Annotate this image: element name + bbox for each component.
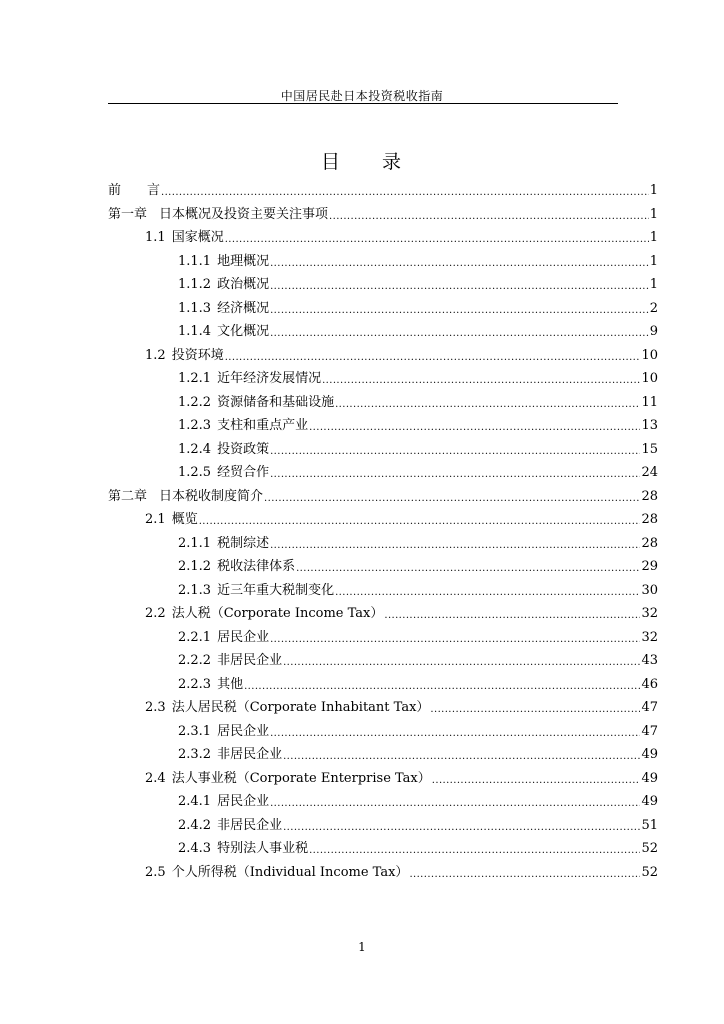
toc-entry-number: 2.3 — [145, 700, 166, 715]
toc-entry[interactable] — [178, 627, 658, 647]
toc-entry-page: 52 — [641, 841, 658, 856]
toc-dot-leader — [432, 770, 641, 788]
toc-entry-number: 1.1.2 — [178, 277, 212, 292]
toc-entry-number: 1.2 — [145, 347, 166, 363]
toc-entry-title: 税制综述 — [217, 535, 270, 551]
toc-entry[interactable] — [178, 415, 658, 435]
toc-entry-page: 49 — [641, 794, 658, 809]
toc-entry-page: 10 — [641, 347, 658, 363]
toc-entry-page: 15 — [641, 441, 658, 457]
toc-entry-title: 近三年重大税制变化 — [217, 582, 335, 598]
toc-entry-title: 特别法人事业税 — [217, 841, 309, 856]
toc-entry-number: 2.3.1 — [178, 723, 212, 739]
toc-entry[interactable] — [178, 392, 658, 412]
toc-entry-page: 1 — [649, 253, 658, 269]
toc-entry-title: 居民企业 — [217, 794, 270, 809]
toc-dot-leader — [283, 817, 640, 835]
toc-entry-page: 10 — [641, 371, 658, 386]
toc-entry[interactable] — [145, 509, 658, 529]
toc-entry[interactable] — [178, 580, 658, 600]
toc-entry-number: 1.1.1 — [178, 253, 212, 269]
toc-entry-number: 2.3.2 — [178, 747, 212, 762]
toc-entry-page: 46 — [641, 676, 658, 692]
toc-entry-number: 2.4.3 — [178, 841, 212, 856]
toc-entry-page: 52 — [641, 864, 658, 880]
toc-entry-title: 近年经济发展情况 — [217, 371, 322, 386]
running-header: 中国居民赴日本投资税收指南 — [280, 89, 444, 103]
toc-dot-leader — [199, 511, 641, 529]
toc-entry-title: 其他 — [217, 676, 244, 692]
toc-entry-title: 经贸合作 — [217, 465, 270, 480]
toc-entry[interactable] — [108, 204, 658, 224]
toc-entry-number: 2.2.3 — [178, 676, 212, 692]
toc-entry-title: 投资政策 — [217, 441, 270, 457]
toc-entry-number: 2.4 — [145, 770, 166, 786]
toc-entry-page: 2 — [649, 300, 658, 316]
toc-entry-page: 28 — [641, 488, 658, 504]
toc-entry[interactable] — [178, 744, 658, 764]
toc-entry-number: 2.4.1 — [178, 794, 212, 809]
toc-entry[interactable] — [178, 462, 658, 482]
toc-entry[interactable] — [108, 180, 658, 200]
toc-entry-number: 2.1.3 — [178, 582, 212, 598]
toc-entry-page: 11 — [641, 394, 658, 410]
toc-dot-leader — [283, 746, 640, 764]
toc-dot-leader — [283, 652, 640, 670]
toc-entry-title: 概览 — [171, 512, 198, 527]
toc-entry-number: 2.1 — [145, 512, 166, 527]
toc-entry-page: 49 — [641, 747, 658, 762]
toc-entry-title: 支柱和重点产业 — [217, 418, 309, 433]
toc-entry-number: 第二章 — [108, 488, 148, 504]
toc-dot-leader — [309, 417, 640, 435]
toc-entry[interactable] — [178, 838, 658, 858]
toc-dot-leader — [270, 323, 649, 341]
toc-entry[interactable] — [178, 321, 658, 341]
toc-entry[interactable] — [178, 556, 658, 576]
toc-entry-title: 居民企业 — [217, 723, 270, 739]
toc-entry-title: 日本概况及投资主要关注事项 — [159, 206, 329, 222]
toc-entry-number: 1.2.5 — [178, 465, 212, 480]
toc-entry[interactable] — [178, 274, 658, 294]
toc-entry-page: 28 — [641, 535, 658, 551]
toc-entry[interactable] — [145, 345, 658, 365]
toc-entry-number: 前 言 — [108, 183, 161, 198]
toc-dot-leader — [270, 276, 649, 294]
page-number: 1 — [358, 940, 366, 954]
toc-entry-number: 1.1.3 — [178, 300, 212, 316]
toc-entry-number: 2.1.2 — [178, 559, 212, 574]
toc-entry[interactable] — [145, 603, 658, 623]
toc-dot-leader — [309, 840, 640, 858]
toc-entry-page: 1 — [649, 183, 658, 198]
toc-entry-number: 1.2.2 — [178, 394, 212, 410]
toc-entry-page: 43 — [641, 653, 658, 668]
toc-entry-number: 1.1.4 — [178, 324, 212, 339]
toc-entry[interactable] — [178, 791, 658, 811]
toc-entry-number: 2.1.1 — [178, 535, 212, 551]
toc-entry-page: 28 — [641, 512, 658, 527]
toc-entry-title: 非居民企业 — [217, 747, 283, 762]
toc-dot-leader — [225, 229, 649, 247]
toc-entry-page: 1 — [649, 206, 658, 222]
toc-entry[interactable] — [178, 251, 658, 271]
toc-dot-leader — [322, 370, 640, 388]
toc-entry-number: 2.4.2 — [178, 817, 212, 833]
toc-dot-leader — [270, 535, 640, 553]
toc-entry-title: 国家概况 — [171, 230, 224, 245]
toc-dot-leader — [329, 206, 649, 224]
toc-dot-leader — [409, 864, 640, 882]
toc-entry-page: 9 — [649, 324, 658, 339]
toc-entry-number: 2.5 — [145, 864, 166, 880]
toc-entry-number: 1.2.4 — [178, 441, 212, 457]
toc-entry-title: 非居民企业 — [217, 653, 283, 668]
toc-entry-title: 资源储备和基础设施 — [217, 394, 335, 410]
toc-entry-page: 29 — [641, 559, 658, 574]
toc-entry-title: 地理概况 — [217, 253, 270, 269]
toc-dot-leader — [430, 699, 640, 717]
toc-entry[interactable] — [178, 650, 658, 670]
toc-entry-page: 13 — [641, 418, 658, 433]
toc-dot-leader — [270, 464, 640, 482]
toc-entry-page: 51 — [641, 817, 658, 833]
toc-title: 目 录 — [320, 151, 404, 173]
toc-entry[interactable] — [145, 862, 658, 882]
toc-dot-leader — [270, 300, 649, 318]
toc-entry-number: 2.2.2 — [178, 653, 212, 668]
toc-dot-leader — [270, 723, 640, 741]
toc-entry[interactable] — [108, 486, 658, 506]
toc-entry-page: 47 — [641, 700, 658, 715]
toc-entry-title: 居民企业 — [217, 629, 270, 645]
toc-entry-title: 经济概况 — [217, 300, 270, 316]
toc-entry-number: 1.2.1 — [178, 371, 212, 386]
toc-entry-number: 1.1 — [145, 230, 166, 245]
toc-entry-page: 1 — [649, 277, 658, 292]
toc-entry[interactable] — [178, 368, 658, 388]
toc-entry-title: 法人税（Corporate Income Tax） — [171, 606, 384, 621]
header-rule — [108, 103, 618, 104]
toc-entry-number: 第一章 — [108, 206, 148, 222]
toc-entry[interactable] — [178, 721, 658, 741]
toc-dot-leader — [270, 253, 649, 271]
toc-dot-leader — [335, 582, 640, 600]
toc-entry-page: 47 — [641, 723, 658, 739]
toc-entry-title: 法人事业税（Corporate Enterprise Tax） — [171, 770, 431, 786]
toc-entry-title: 非居民企业 — [217, 817, 283, 833]
toc-entry-number: 2.2.1 — [178, 629, 212, 645]
toc-dot-leader — [161, 182, 649, 200]
toc-dot-leader — [384, 605, 640, 623]
toc-dot-leader — [270, 441, 640, 459]
toc-entry[interactable] — [145, 697, 658, 717]
toc-entry-page: 1 — [649, 230, 658, 245]
toc-dot-leader — [270, 629, 640, 647]
toc-entry-page: 49 — [641, 770, 658, 786]
toc-dot-leader — [335, 394, 640, 412]
toc-entry[interactable] — [145, 768, 658, 788]
toc-entry-number: 1.2.3 — [178, 418, 212, 433]
toc-entry-title: 投资环境 — [171, 347, 224, 363]
toc-dot-leader — [296, 558, 640, 576]
toc-entry-title: 税收法律体系 — [217, 559, 296, 574]
toc-entry-number: 2.2 — [145, 606, 166, 621]
toc-entry[interactable] — [178, 439, 658, 459]
toc-entry[interactable] — [178, 533, 658, 553]
toc-entry[interactable] — [178, 674, 658, 694]
toc-entry-page: 24 — [641, 465, 658, 480]
toc-dot-leader — [264, 488, 640, 506]
toc-dot-leader — [225, 347, 641, 365]
toc-entry-title: 日本税收制度简介 — [159, 488, 264, 504]
toc-entry-title: 个人所得税（Individual Income Tax） — [171, 864, 409, 880]
toc-dot-leader — [244, 676, 640, 694]
toc-entry[interactable] — [178, 298, 658, 318]
toc-entry-title: 政治概况 — [217, 277, 270, 292]
toc-entry[interactable] — [145, 227, 658, 247]
toc-entry[interactable] — [178, 815, 658, 835]
toc-entry-page: 30 — [641, 582, 658, 598]
toc-entry-page: 32 — [641, 606, 658, 621]
toc-entry-title: 文化概况 — [217, 324, 270, 339]
toc-entry-page: 32 — [641, 629, 658, 645]
toc-entry-title: 法人居民税（Corporate Inhabitant Tax） — [171, 700, 430, 715]
toc-dot-leader — [270, 793, 640, 811]
